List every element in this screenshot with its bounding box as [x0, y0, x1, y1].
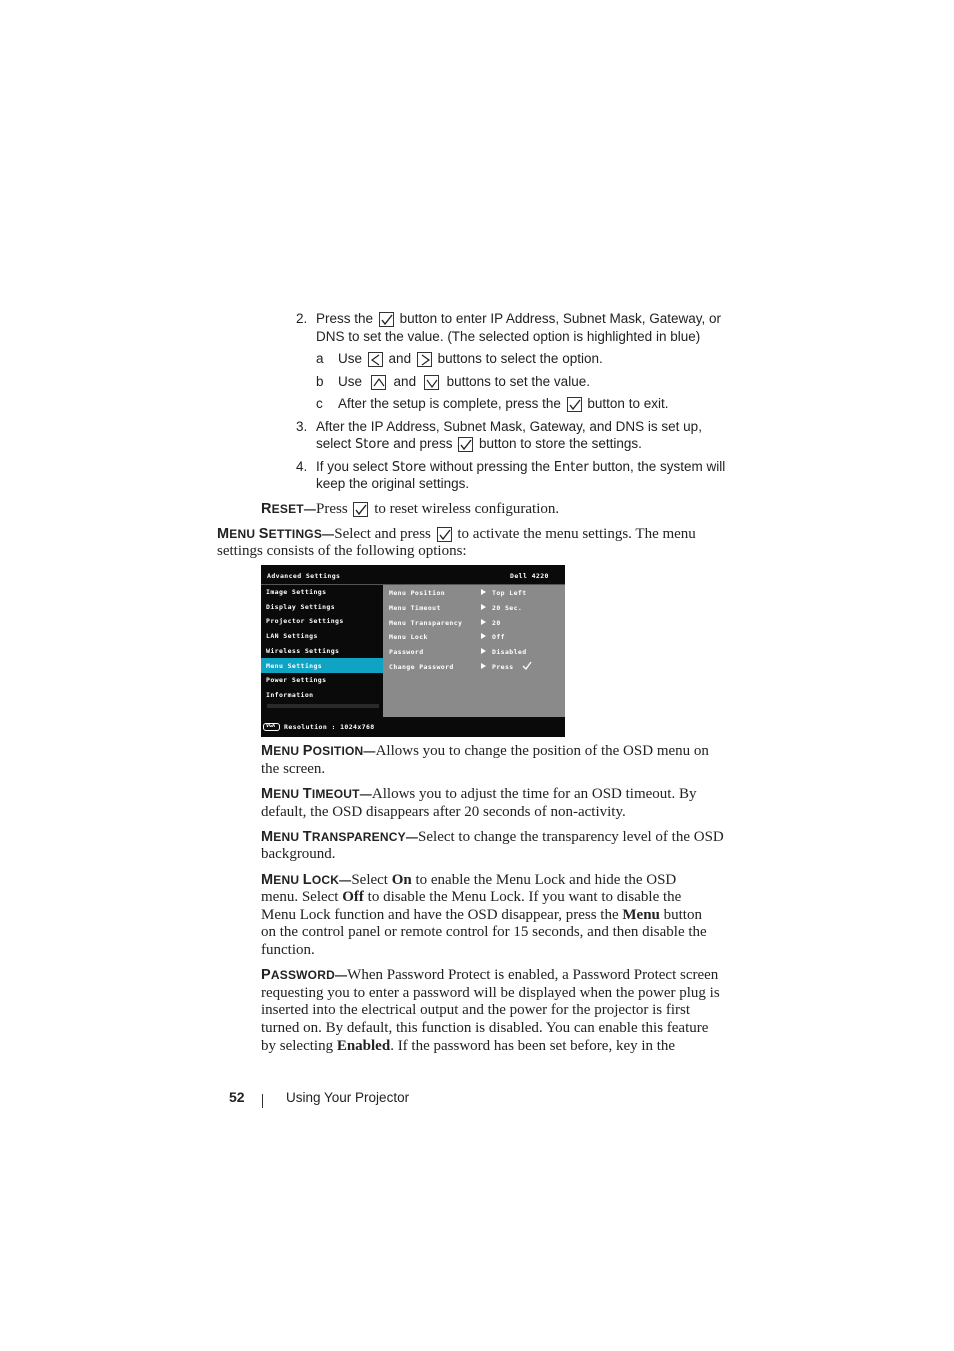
heading-rest: OSITION	[312, 744, 364, 758]
text-run: Select to change the transparency level of the OSD	[418, 829, 724, 845]
heading-rest: ASSWORD	[270, 968, 335, 982]
enter-check-icon	[379, 312, 394, 327]
enter-check-icon	[458, 437, 473, 452]
on-keyword: On	[391, 872, 412, 888]
menu-lock-heading	[261, 873, 351, 887]
step-2b-text	[338, 373, 590, 390]
vga-icon-label: VGA	[266, 723, 276, 729]
menu-lock-line-5: function.	[261, 942, 315, 958]
menu-transparency-line-2: background.	[261, 846, 336, 862]
heading-cap: S	[258, 526, 269, 542]
step-2-line-1	[316, 310, 721, 327]
text-run: button to exit.	[587, 396, 669, 411]
osd-model: Dell 4220	[510, 572, 549, 580]
step-2a-label: a	[316, 351, 324, 366]
heading-rest: OCK	[311, 873, 340, 887]
heading-cap: P	[261, 967, 271, 983]
text-run: to activate the menu settings. The menu	[457, 526, 696, 542]
osd-option-label: Change Password	[389, 663, 454, 671]
osd-scroll-track	[267, 704, 379, 708]
heading-dash: —	[303, 502, 317, 516]
menu-lock-line-1	[261, 872, 676, 890]
text-run: Select and press	[334, 526, 431, 542]
menu-position-heading	[261, 744, 376, 758]
step-2b-label: b	[316, 374, 324, 389]
text-run: without pressing the	[429, 459, 551, 474]
step-2c-label: c	[316, 396, 323, 411]
password-line-1	[261, 967, 718, 985]
text-run: Allows you to change the position of the OSD menu on	[375, 743, 709, 759]
text-run: menu. Select	[261, 889, 339, 905]
osd-menu-item-wireless-settings[interactable]: Wireless Settings	[266, 647, 340, 655]
osd-menu-item-projector-settings[interactable]: Projector Settings	[266, 617, 344, 625]
text-run: Use	[338, 374, 363, 389]
menu-lock-line-4: on the control panel or remote control for 15 seconds, and then disable the	[261, 924, 707, 940]
text-run: button	[663, 907, 702, 923]
enter-check-icon	[353, 502, 368, 517]
password-line-5	[261, 1038, 675, 1056]
step-2a-text	[338, 350, 603, 367]
osd-resolution: Resolution : 1024x768	[284, 723, 375, 731]
password-line-3: inserted into the electrical output and the power for the projector is first	[261, 1002, 691, 1018]
text-run: Menu Lock function and have the OSD disappear, press the	[261, 907, 619, 923]
heading-rest: ESET	[271, 502, 304, 516]
enter-check-icon	[567, 397, 582, 412]
text-run: Select	[351, 872, 388, 888]
enter-check-icon	[437, 527, 452, 542]
page-number: 52	[229, 1089, 245, 1105]
store-keyword: Store	[391, 460, 427, 475]
text-run: by selecting	[261, 1038, 334, 1054]
heading-cap: M	[261, 872, 274, 888]
text-run: button to enter IP Address, Subnet Mask, Gateway, or	[399, 311, 721, 326]
password-heading	[261, 968, 347, 982]
text-run: button, the system will	[592, 459, 726, 474]
text-run: button to store the settings.	[479, 436, 642, 451]
footer-divider	[262, 1094, 263, 1108]
step-4-line-2: keep the original settings.	[316, 476, 470, 491]
reset-heading	[261, 502, 316, 516]
heading-cap: T	[302, 829, 312, 845]
osd-menu-item-power-settings[interactable]: Power Settings	[266, 676, 327, 684]
heading-cap: M	[261, 743, 274, 759]
heading-cap: M	[261, 829, 274, 845]
text-run: Allows you to adjust the time for an OSD timeout. By	[371, 786, 697, 802]
heading-cap: T	[302, 786, 312, 802]
step-3-line-2	[316, 435, 642, 453]
osd-option-value[interactable]: 20	[492, 619, 501, 627]
osd-option-value[interactable]: Top Left	[492, 589, 527, 597]
heading-rest: ENU	[273, 744, 300, 758]
heading-rest: ENU	[273, 787, 300, 801]
osd-right-arrow-icon	[481, 648, 486, 654]
text-run: and press	[393, 436, 453, 451]
step-3-number: 3.	[296, 419, 308, 434]
footer-section-title: Using Your Projector	[286, 1090, 410, 1105]
left-arrow-icon	[368, 352, 383, 367]
osd-right-arrow-icon	[481, 663, 486, 669]
menu-timeout-line-2: default, the OSD disappears after 20 seconds of non-activity.	[261, 804, 626, 820]
heading-dash: —	[322, 527, 335, 541]
text-run: and	[393, 374, 417, 389]
osd-menu-item-menu-settings[interactable]: Menu Settings	[266, 662, 323, 670]
heading-rest: ETTINGS	[268, 527, 323, 541]
down-arrow-icon	[424, 375, 439, 390]
step-4-number: 4.	[296, 459, 308, 474]
text-run: Press the	[316, 311, 374, 326]
heading-cap: L	[302, 872, 312, 888]
text-run: to disable the Menu Lock. If you want to disable the	[367, 889, 682, 905]
osd-menu-item-image-settings[interactable]: Image Settings	[266, 588, 327, 596]
heading-rest: IMEOUT	[311, 787, 360, 801]
off-keyword: Off	[342, 889, 364, 905]
heading-dash: —	[339, 873, 352, 887]
text-run: to reset wireless configuration.	[374, 501, 560, 517]
step-2-number: 2.	[296, 311, 308, 326]
osd-right-arrow-icon	[481, 619, 486, 625]
heading-rest: RANSPARENCY	[311, 830, 406, 844]
text-run: buttons to select the option.	[437, 351, 603, 366]
menu-timeout-line-1	[261, 786, 696, 804]
up-arrow-icon	[371, 375, 386, 390]
osd-title: Advanced Settings	[267, 572, 341, 580]
osd-option-label: Menu Timeout	[389, 604, 441, 612]
reset-paragraph	[261, 501, 559, 519]
text-run: Use	[338, 351, 363, 366]
step-2c-text	[338, 395, 668, 412]
heading-dash: —	[359, 787, 372, 801]
osd-option-value[interactable]: Off	[492, 633, 505, 641]
osd-menu-item-display-settings[interactable]: Display Settings	[266, 603, 336, 611]
osd-option-label: Password	[389, 648, 424, 656]
osd-option-value[interactable]: 20 Sec.	[492, 604, 523, 612]
osd-option-label: Menu Position	[389, 589, 446, 597]
text-run: select	[316, 436, 352, 451]
heading-dash: —	[405, 830, 419, 844]
vga-icon	[263, 723, 280, 731]
text-run: After the setup is complete, press the	[338, 396, 561, 411]
menu-transparency-line-1	[261, 829, 724, 847]
osd-menu-item-information[interactable]: Information	[266, 691, 314, 699]
text-run: . If the password has been set before, key in the	[390, 1038, 676, 1054]
menu-lock-line-2	[261, 889, 681, 907]
step-4-line-1	[316, 458, 725, 476]
heading-cap: R	[261, 501, 272, 517]
heading-dash: —	[363, 744, 376, 758]
osd-right-arrow-icon	[481, 604, 486, 610]
osd-option-value[interactable]: Disabled	[492, 648, 527, 656]
text-run: and	[388, 351, 412, 366]
step-3-line-1: After the IP Address, Subnet Mask, Gateway, and DNS is set up,	[316, 419, 702, 434]
heading-cap: M	[217, 526, 230, 542]
osd-option-label: Menu Lock	[389, 633, 428, 641]
heading-cap: M	[261, 786, 274, 802]
store-keyword: Store	[355, 437, 390, 452]
menu-settings-line-1	[217, 526, 696, 544]
text-run: to enable the Menu Lock and hide the OSD	[415, 872, 677, 888]
right-arrow-icon	[417, 352, 432, 367]
password-line-4: turned on. By default, this function is disabled. You can enable this feature	[261, 1020, 709, 1036]
osd-menu-screenshot	[261, 565, 565, 737]
menu-settings-line-2: settings consists of the following options:	[217, 543, 467, 559]
password-line-2: requesting you to enter a password will be displayed when the power plug is	[261, 985, 720, 1001]
osd-right-arrow-icon	[481, 633, 486, 639]
osd-option-label: Menu Transparency	[389, 619, 463, 627]
menu-settings-heading	[217, 527, 334, 541]
menu-position-line-1	[261, 743, 709, 761]
step-2-line-2: DNS to set the value. (The selected option is highlighted in blue)	[316, 329, 701, 344]
osd-menu-item-lan-settings[interactable]: LAN Settings	[266, 632, 318, 640]
text-run: buttons to set the value.	[446, 374, 590, 389]
text-run: If you select	[316, 459, 389, 474]
heading-rest: ENU	[229, 527, 256, 541]
menu-transparency-heading	[261, 830, 418, 844]
heading-rest: ENU	[273, 830, 300, 844]
menu-position-line-2: the screen.	[261, 761, 326, 777]
text-run: Press	[316, 501, 348, 517]
menu-timeout-heading	[261, 787, 372, 801]
heading-cap: P	[302, 743, 313, 759]
heading-dash: —	[334, 968, 348, 982]
osd-right-arrow-icon	[481, 589, 486, 595]
osd-check-icon	[522, 661, 532, 670]
text-run: When Password Protect is enabled, a Password Protect screen	[347, 967, 719, 983]
menu-keyword: Menu	[622, 907, 660, 923]
osd-option-value[interactable]: Press	[492, 663, 514, 671]
enter-keyword: Enter	[553, 460, 589, 475]
enabled-keyword: Enabled	[336, 1038, 391, 1054]
menu-lock-line-3	[261, 907, 702, 925]
heading-rest: ENU	[273, 873, 300, 887]
